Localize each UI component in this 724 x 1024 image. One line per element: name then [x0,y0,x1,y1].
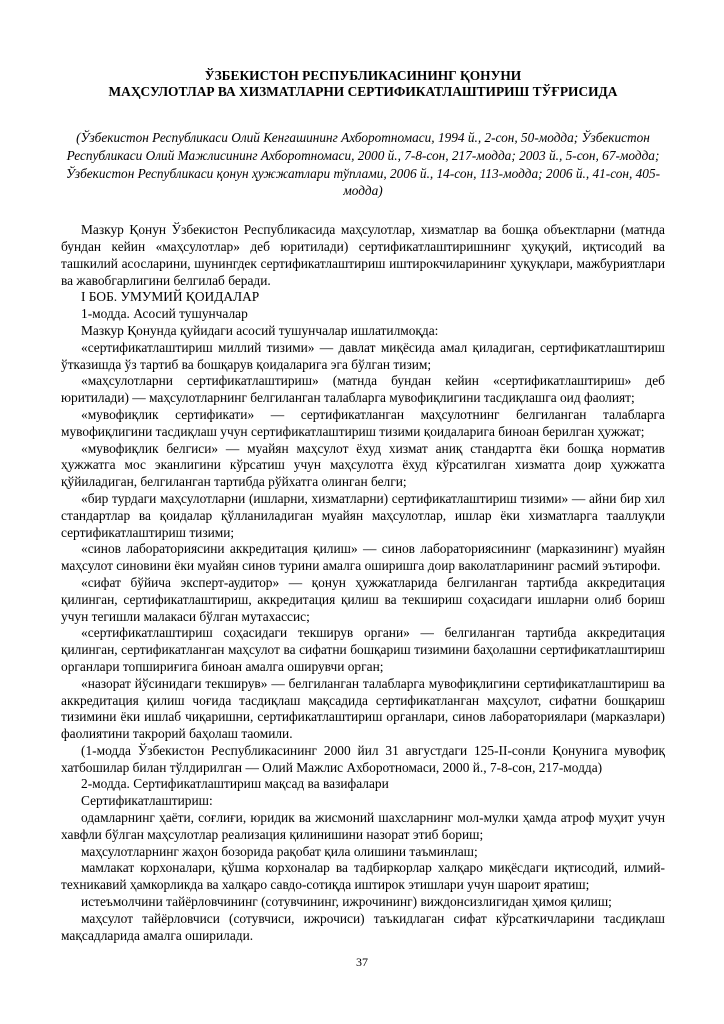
definition-paragraph: «бир турдаги маҳсулотларни (ишларни, хизматларни) сертификатлаштириш тизими» — айни бир хил стандартлар ва қоидалар қўлланиладиган муайян маҳсулотлар, ишлар ёки хизматларга тааллуқли сертификатлаштириш тизими; [61,490,665,540]
law-title-line-1: ЎЗБЕКИСТОН РЕСПУБЛИКАСИНИНГ ҚОНУНИ [204,68,522,83]
definition-paragraph: «назорат йўсинидаги текширув» — белгиланган талабларга мувофиқлигини сертификатлаштириш ва аккредитация қилиш чоғида тасдиқлаш мақсадида сертификатланган маҳсулот, сифатни бошқариш тизимини ёки ишлаб чиқаришни, сертификатлаштириш органлари, синов лабораториялари (марказлари) фаолиятини такрорий баҳолаш таомили. [61,675,665,742]
source-citation: (Ўзбекистон Республикаси Олий Кенгашининг Ахборотномаси, 1994 й., 2-сон, 50-модда; Ўзбекистон Республикаси Олий Мажлисининг Ахборотномаси, 2000 й., 7-8-сон, 217-модда; 2003 й., 5-сон, 67-модда; Ўзбекистон Республикаси қонун ҳужжатлари тўплами, 2006 й., 14-сон, 113-модда; 2006 й., 41-сон, 405-модда) [65,130,661,199]
document-page [61,68,665,944]
definition-paragraph: «синов лабораториясини аккредитация қилиш» — синов лабораториясининг (марказининг) муайян маҳсулот синовини ёки муайян синов турини амалга оширишга доир ваколатларининг расмий эътирофи. [61,541,665,574]
article-heading: 1-модда. Асосий тушунчалар [81,306,248,322]
page-number: 37 [356,955,368,969]
list-paragraph: одамларнинг ҳаёти, соғлиғи, юридик ва жисмоний шахсларнинг мол-мулки ҳамда атроф муҳит учун хавфли бўлган маҳсулотлар реализация қилинишини назорат этиб бориш; [61,810,665,842]
list-paragraph: маҳсулот тайёрловчиси (сотувчиси, ижрочиси) таъкидлаган сифат кўрсаткичларини тасдиқлаш мақсадларида амалга оширилади. [61,910,665,943]
list-paragraph: мамлакат корхоналари, қўшма корхоналар ва тадбиркорлар халқаро миқёсдаги иқтисодий, илмий-техникавий ҳамкорликда ва халқаро савдо-сотиқда иштирок этишлари учун шароит яратиш; [61,860,665,893]
law-title-line-2: МАҲСУЛОТЛАР ВА ХИЗМАТЛАРНИ СЕРТИФИКАТЛАШТИРИШ ТЎҒРИСИДА [108,83,618,99]
definition-paragraph: «мувофиқлик сертификати» — сертификатланган маҳсулотнинг белгиланган талабларга мувофиқлигини тасдиқлаш учун сертификатлаштириш тизими қоидаларига биноан берилган ҳужжат; [61,406,665,439]
definition-paragraph: «сифат бўйича эксперт-аудитор» — қонун ҳужжатларида белгиланган тартибда аккредитация қилинган, сертификатлаштириш, аккредитация қилиш ва текшириш соҳасидаги ишларни олиб бориш учун тегишли малакаси бўлган мутахассис; [61,574,665,624]
document-body [61,222,665,944]
paragraph: Мазкур Қонун Ўзбекистон Республикасида маҳсулотлар, хизматлар ва бошқа объектларни (матнда бундан кейин «маҳсулотлар» деб юритилади) сертификатлаштиришнинг ҳуқуқий, иқтисодий ва ташкилий асосларини, шунингдек сертификатлаштириш иштирокчиларининг ҳуқуқлари, мажбуриятлари ва жавобгарлигини белгилаб беради. [61,222,665,288]
article-heading: 2-модда. Сертификатлаштириш мақсад ва вазифалари [81,776,389,792]
amendment-note: (1-модда Ўзбекистон Республикасининг 2000 йил 31 августдаги 125-II-сонли Қонунига мувофиқ хатбошилар билан тўлдирилган — Олий Мажлис Ахборотномаси, 2000 й., 7-8-сон, 217-модда) [61,742,665,775]
list-paragraph: истеъмолчини тайёрловчининг (сотувчининг, ижрочининг) виждонсизлигидан ҳимоя қилиш; [81,894,612,910]
paragraph: Мазкур Қонунда қуйидаги асосий тушунчалар ишлатилмоқда: [81,322,439,338]
paragraph: Сертификатлаштириш: [81,793,213,809]
definition-paragraph: «сертификатлаштириш миллий тизими» — давлат миқёсида амал қиладиган, сертификатлаштириш ўтказишда ўз тартиб ва бошқарув қоидаларига эга бўлган тизим; [61,339,665,372]
definition-paragraph: «маҳсулотларни сертификатлаштириш» (матнда бундан кейин «сертификатлаштириш» деб юритилади) — маҳсулотларнинг белгиланган талабларга мувофиқлигини тасдиқлашга оид фаолият; [61,373,665,406]
definition-paragraph: «мувофиқлик белгиси» — муайян маҳсулот ёхуд хизмат аниқ стандартга ёки бошқа норматив ҳужжатга мос эканлигини кўрсатиш учун маҳсулотга ёхуд кўрсатилган хизматга доир ҳужжатга қўйиладиган, белгиланган тартибда рўйхатга олинган белги; [61,440,665,490]
chapter-heading: I БОБ. УМУМИЙ ҚОИДАЛАР [81,289,260,305]
definition-paragraph: «сертификатлаштириш соҳасидаги текширув органи» — белгиланган тартибда аккредитация қилинган, сертификатланган маҳсулот ва сифатни бошқариш тизимини баҳолашни сертификатлаштириш органлари топшириғига биноан амалга оширувчи орган; [61,625,665,674]
list-paragraph: маҳсулотларнинг жаҳон бозорида рақобат қила олишини таъминлаш; [81,843,478,859]
